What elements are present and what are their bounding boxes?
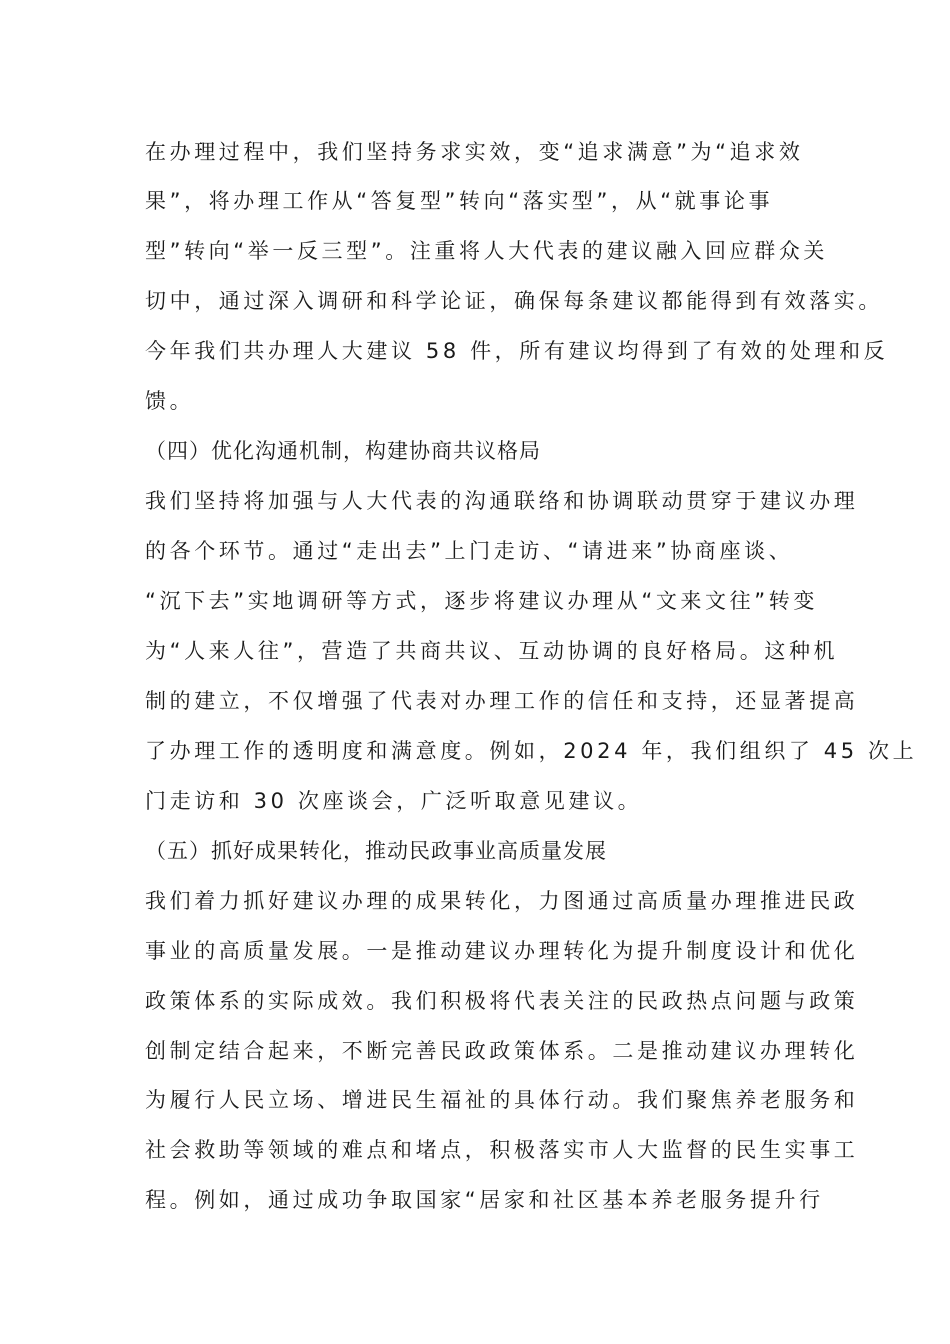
paragraph-line: 事业的高质量发展。一是推动建议办理转化为提升制度设计和优化 xyxy=(145,939,859,963)
paragraph-line: 馈。 xyxy=(145,389,195,413)
paragraph-line: 为“人来人往”，营造了共商共议、互动协调的良好格局。这种机 xyxy=(145,639,839,663)
paragraph-line: 了办理工作的透明度和满意度。例如，2024 年，我们组织了 45 次上 xyxy=(145,739,918,763)
paragraph-line: 创制定结合起来，不断完善民政政策体系。二是推动建议办理转化 xyxy=(145,1039,859,1063)
paragraph-line: 果”，将办理工作从“答复型”转向“落实型”，从“就事论事 xyxy=(145,189,774,213)
paragraph-line: 型”转向“举一反三型”。注重将人大代表的建议融入回应群众关 xyxy=(145,239,829,263)
paragraph-line: 切中，通过深入调研和科学论证，确保每条建议都能得到有效落实。 xyxy=(145,289,883,313)
paragraph-line: 在办理过程中，我们坚持务求实效，变“追求满意”为“追求效 xyxy=(145,140,804,164)
paragraph-line: 为履行人民立场、增进民生福祉的具体行动。我们聚焦养老服务和 xyxy=(145,1088,859,1112)
paragraph-line: “沉下去”实地调研等方式，逐步将建议办理从“文来文往”转变 xyxy=(145,589,818,613)
paragraph-line: 的各个环节。通过“走出去”上门走访、“请进来”协商座谈、 xyxy=(145,539,794,563)
paragraph-line: 今年我们共办理人大建议 58 件，所有建议均得到了有效的处理和反 xyxy=(145,339,889,363)
paragraph-line: 政策体系的实际成效。我们积极将代表关注的民政热点问题与政策 xyxy=(145,989,859,1013)
paragraph-line: 我们坚持将加强与人大代表的沟通联络和协调联动贯穿于建议办理 xyxy=(145,489,859,513)
section-heading-5: （五）抓好成果转化，推动民政事业高质量发展 xyxy=(145,839,607,863)
paragraph-line: 社会救助等领域的难点和堵点，积极落实市人大监督的民生实事工 xyxy=(145,1138,859,1162)
section-heading-4: （四）优化沟通机制，构建协商共议格局 xyxy=(145,439,541,463)
paragraph-line: 我们着力抓好建议办理的成果转化，力图通过高质量办理推进民政 xyxy=(145,889,859,913)
paragraph-line: 程。例如，通过成功争取国家“居家和社区基本养老服务提升行 xyxy=(145,1188,824,1212)
paragraph-line: 制的建立，不仅增强了代表对办理工作的信任和支持，还显著提高 xyxy=(145,689,859,713)
paragraph-line: 门走访和 30 次座谈会，广泛听取意见建议。 xyxy=(145,789,643,813)
